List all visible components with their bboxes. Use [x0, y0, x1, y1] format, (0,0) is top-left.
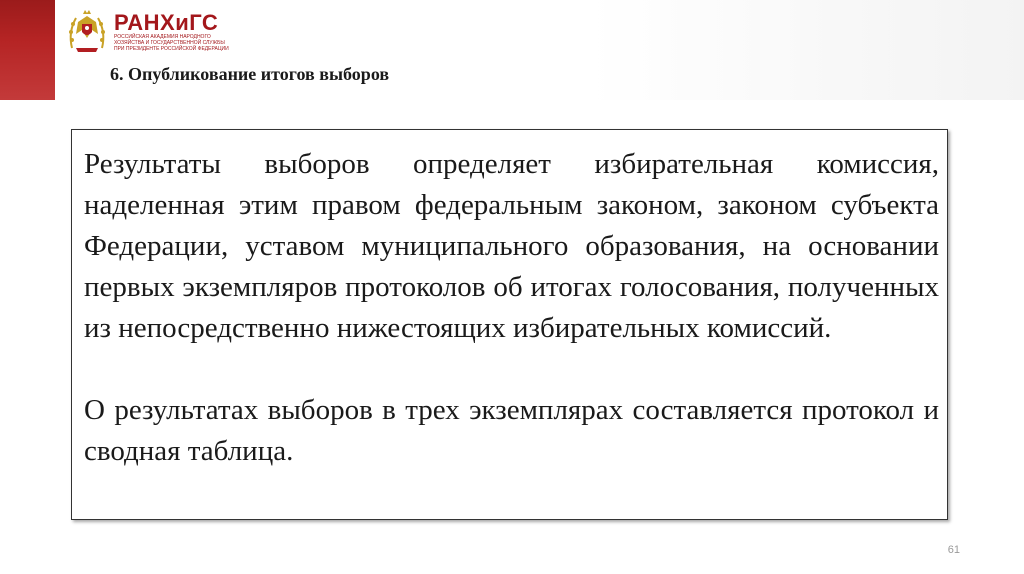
paragraph-results: Результаты выборов определяет избирательная комиссия, наделенная этим правом федеральным законом, законом субъекта Федерации, уставом муниципального образования, на основании первых экземпляров протоколов об итогах голосования, полученных из непосредственно нижестоящих избирательных комиссий.: [84, 148, 939, 344]
left-accent-bar: [0, 0, 55, 100]
logo: [66, 4, 229, 60]
logo-text: [114, 12, 229, 52]
content-box: [71, 129, 948, 520]
slide-title: 6. Опубликование итогов выборов: [110, 64, 390, 84]
page-number: 61: [947, 544, 960, 556]
logo-name: РАНХиГС: [114, 10, 219, 35]
logo-subtitle: РОССИЙСКАЯ АКАДЕМИЯ НАРОДНОГО ХОЗЯЙСТВА И ГОСУДАРСТВЕННОЙ СЛУЖБЫ ПРИ ПРЕЗИДЕНТЕ РОССИЙСКОЙ ФЕДЕРАЦИИ: [114, 34, 229, 52]
paragraph-protocol: О результатах выборов в трех экземплярах составляется протокол и сводная таблица.: [84, 394, 939, 467]
emblem-icon: [66, 8, 108, 56]
